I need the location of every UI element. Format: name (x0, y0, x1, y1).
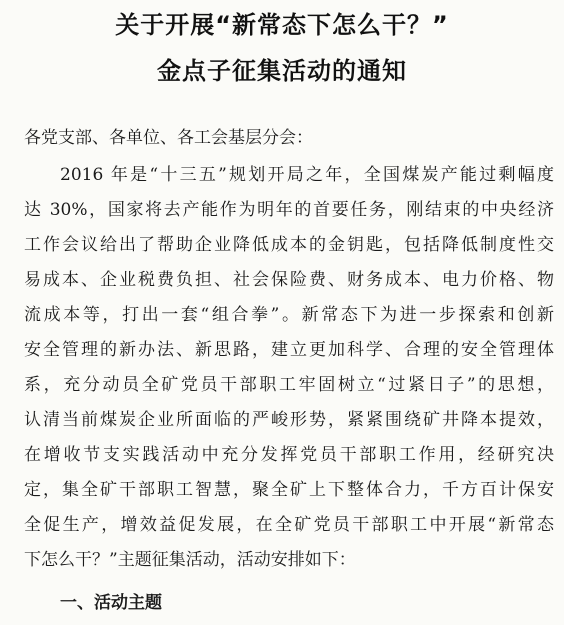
body-line: 易成本、企业税费负担、社会保险费、财务成本、电力价格、物 (24, 270, 554, 290)
section-heading: 一、活动主题 (60, 593, 162, 613)
body-line: 下怎么干？”主题征集活动，活动安排如下： (24, 550, 356, 570)
document-title-line-1: 关于开展“新常态下怎么干？” (115, 11, 449, 39)
body-line: 认清当前煤炭企业所面临的严峻形势，紧紧围绕矿井降本提效， (24, 410, 554, 430)
body-line: 2016 年是“十三五”规划开局之年，全国煤炭产能过剩幅度 (60, 165, 554, 185)
body-line: 流成本等，打出一套“组合拳”。新常态下为进一步探索和创新 (24, 305, 554, 325)
body-line: 定，集全矿干部职工智慧，聚全矿上下整体合力，千方百计保安 (24, 480, 554, 500)
salutation: 各党支部、各单位、各工会基层分会： (24, 128, 313, 148)
body-line: 在增收节支实践活动中充分发挥党员干部职工作用，经研究决 (24, 445, 554, 465)
body-line: 系，充分动员全矿党员干部职工牢固树立“过紧日子”的思想， (24, 375, 554, 395)
document-title-line-2: 金点子征集活动的通知 (157, 57, 407, 85)
body-line: 达 30%，国家将去产能作为明年的首要任务，刚结束的中央经济 (24, 200, 554, 220)
body-line: 安全管理的新办法、新思路，建立更加科学、合理的安全管理体 (24, 340, 554, 360)
body-line: 全促生产，增效益促发展，在全矿党员干部职工中开展“新常态 (24, 515, 554, 535)
body-line: 工作会议给出了帮助企业降低成本的金钥匙，包括降低制度性交 (24, 235, 554, 255)
